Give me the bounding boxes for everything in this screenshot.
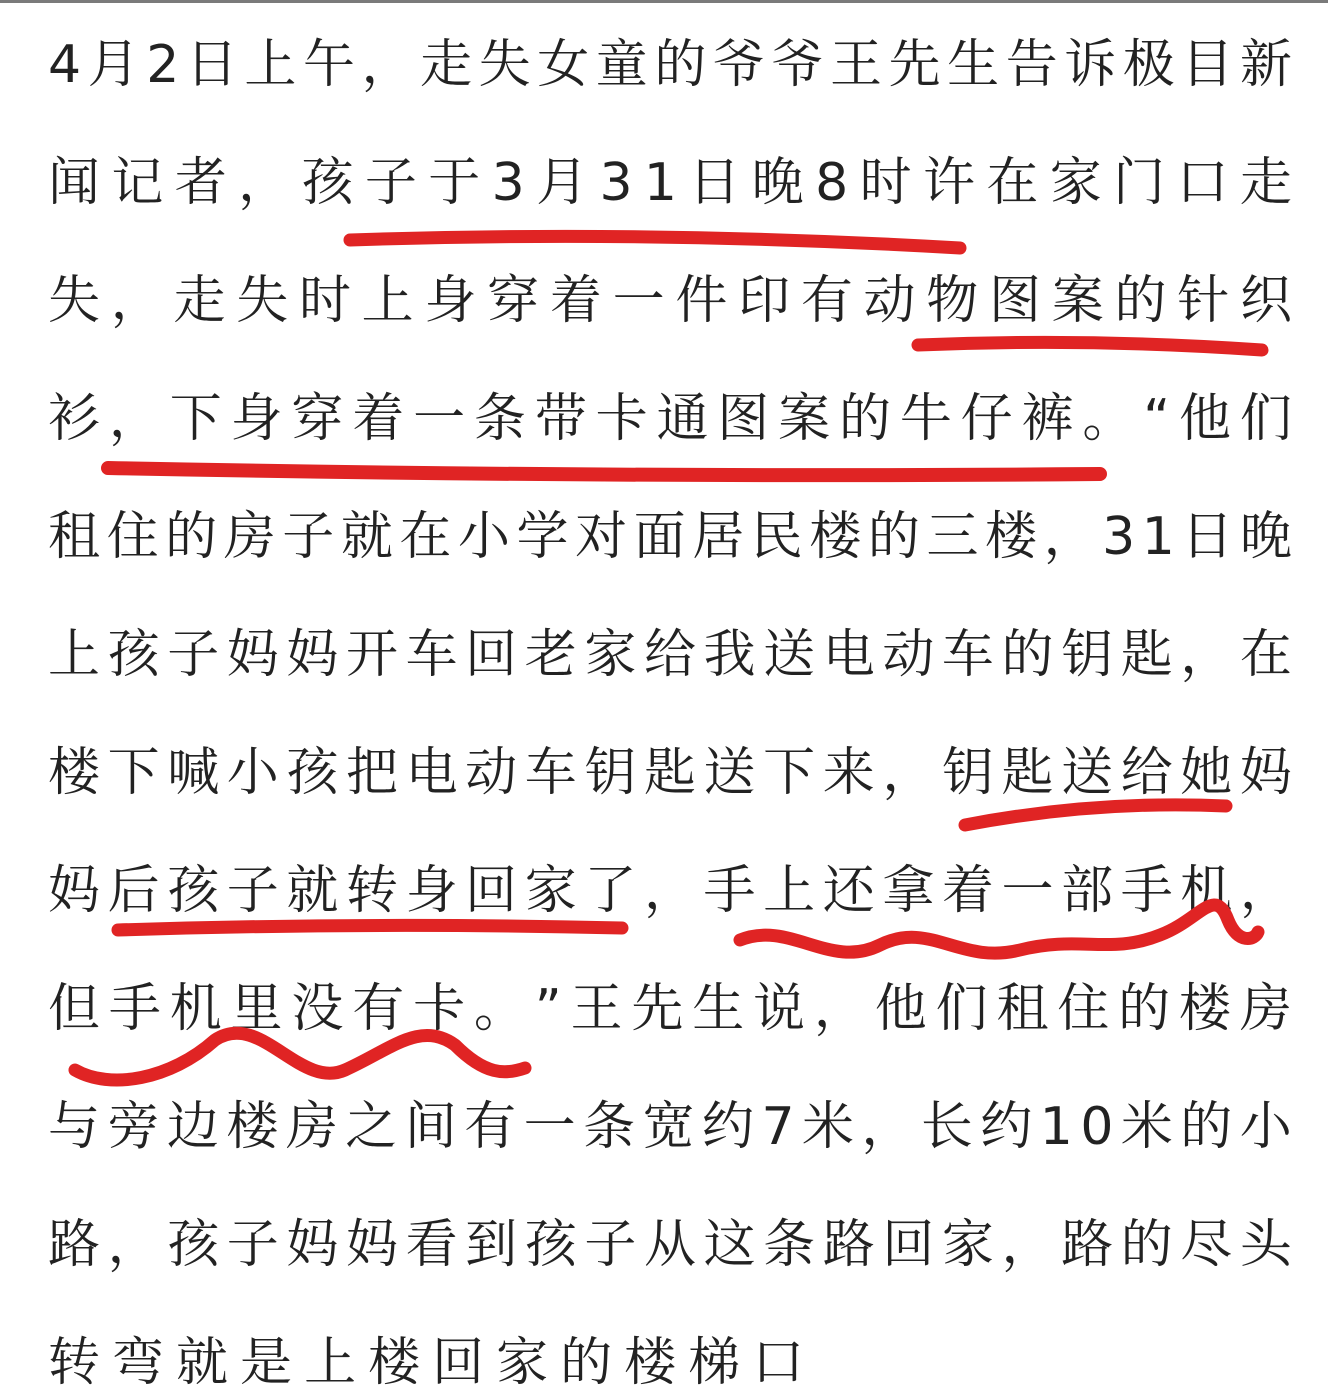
glyph: 的 [838, 389, 891, 449]
glyph: 着 [549, 271, 602, 331]
glyph: 裤 [1021, 389, 1074, 449]
glyph: 约 [701, 1097, 754, 1157]
glyph: 部 [1061, 861, 1114, 921]
glyph: 王 [570, 979, 623, 1039]
glyph: 楼 [1178, 979, 1231, 1039]
glyph: 案 [778, 389, 831, 449]
glyph: 转 [345, 861, 398, 921]
glyph: 8 [815, 153, 849, 213]
glyph: 就 [176, 1333, 229, 1393]
glyph: 路 [1061, 1215, 1114, 1275]
glyph: 日 [185, 35, 238, 95]
glyph: 电 [822, 625, 875, 685]
glyph: 许 [922, 153, 975, 213]
glyph: 爷 [712, 35, 765, 95]
glyph: 子 [167, 625, 220, 685]
glyph: 租 [996, 979, 1049, 1039]
glyph: 口 [1176, 153, 1229, 213]
glyph: 生 [947, 35, 1000, 95]
glyph: 子 [364, 153, 417, 213]
glyph: 约 [980, 1097, 1033, 1157]
text-line-cut-off [48, 1330, 1292, 1396]
glyph: 一 [413, 389, 466, 449]
glyph: 身 [424, 271, 477, 331]
glyph: ， [861, 1097, 914, 1157]
text-line [48, 150, 1292, 216]
text-line [48, 622, 1292, 688]
glyph: 仔 [960, 389, 1013, 449]
glyph: 图 [989, 271, 1042, 331]
glyph: 拿 [882, 861, 935, 921]
glyph: 的 [1114, 271, 1167, 331]
glyph: 孩 [167, 1215, 220, 1275]
text-line [48, 32, 1292, 98]
glyph: 在 [399, 507, 452, 567]
glyph: 家 [524, 861, 577, 921]
glyph: 家 [496, 1333, 549, 1393]
glyph: 我 [703, 625, 756, 685]
glyph: 印 [738, 271, 791, 331]
glyph: 一 [1001, 861, 1054, 921]
glyph: 7 [761, 1097, 795, 1157]
glyph: 妈 [48, 861, 101, 921]
glyph: 失 [48, 271, 101, 331]
glyph: 手 [1120, 861, 1173, 921]
glyph: 给 [643, 625, 696, 685]
glyph: 小 [457, 507, 510, 567]
glyph: ， [1180, 625, 1233, 685]
glyph: 目 [1181, 35, 1234, 95]
glyph: 送 [703, 743, 756, 803]
glyph: 1 [1039, 1097, 1073, 1157]
glyph: 是 [240, 1333, 293, 1393]
glyph: 送 [763, 625, 816, 685]
glyph: 上 [763, 861, 816, 921]
glyph: 米 [1120, 1097, 1173, 1157]
glyph: 匙 [1120, 625, 1173, 685]
glyph: 楼 [624, 1333, 677, 1393]
glyph: 卡 [413, 979, 466, 1039]
glyph: 了 [584, 861, 637, 921]
glyph: 之 [345, 1097, 398, 1157]
glyph: 一 [523, 1097, 576, 1157]
glyph: 条 [763, 1215, 816, 1275]
glyph: “ [1143, 389, 1171, 449]
glyph: 房 [285, 1097, 338, 1157]
glyph: 喊 [167, 743, 220, 803]
glyph: 先 [888, 35, 941, 95]
glyph: 宽 [642, 1097, 695, 1157]
glyph: 钥 [1061, 625, 1114, 685]
glyph: 车 [941, 625, 994, 685]
glyph: 居 [692, 507, 745, 567]
glyph: 生 [692, 979, 745, 1039]
glyph: 转 [48, 1333, 101, 1393]
glyph: 的 [1001, 625, 1054, 685]
glyph: 尽 [1180, 1215, 1233, 1275]
glyph: ， [1043, 507, 1096, 567]
glyph: 妈 [345, 1215, 398, 1275]
glyph: 妈 [286, 625, 339, 685]
glyph: 先 [631, 979, 684, 1039]
glyph: 动 [882, 625, 935, 685]
glyph: 日 [688, 153, 741, 213]
glyph: 楼 [48, 743, 101, 803]
glyph: 。 [1082, 389, 1135, 449]
glyph: 他 [1178, 389, 1231, 449]
glyph: 穿 [487, 271, 540, 331]
glyph: ” [534, 979, 562, 1039]
glyph: 物 [926, 271, 979, 331]
glyph: 车 [524, 743, 577, 803]
glyph: 手 [703, 861, 756, 921]
glyph: 机 [169, 979, 222, 1039]
glyph: 口 [752, 1333, 805, 1393]
glyph: ， [107, 1215, 160, 1275]
glyph: 记 [111, 153, 164, 213]
glyph: 4 [48, 35, 82, 95]
glyph: 房 [223, 507, 276, 567]
glyph: 面 [633, 507, 686, 567]
glyph: 妈 [226, 625, 279, 685]
glyph: 牛 [899, 389, 952, 449]
glyph: 诉 [1064, 35, 1117, 95]
glyph: 把 [345, 743, 398, 803]
glyph: 家 [584, 625, 637, 685]
text-line [48, 386, 1292, 452]
glyph: 穿 [291, 389, 344, 449]
glyph: 针 [1177, 271, 1230, 331]
glyph: 住 [1057, 979, 1110, 1039]
glyph: 租 [48, 507, 101, 567]
glyph: 路 [48, 1215, 101, 1275]
glyph: 边 [166, 1097, 219, 1157]
glyph: 楼 [226, 1097, 279, 1157]
glyph: 着 [941, 861, 994, 921]
glyph: 告 [1005, 35, 1058, 95]
glyph: 走 [173, 271, 226, 331]
glyph: 电 [405, 743, 458, 803]
glyph: 手 [108, 979, 161, 1039]
glyph: 的 [1180, 1097, 1233, 1157]
glyph: 看 [405, 1215, 458, 1275]
glyph: 给 [1120, 743, 1173, 803]
glyph: 3 [599, 153, 633, 213]
glyph: 梯 [688, 1333, 741, 1393]
text-line [48, 858, 1292, 924]
glyph: 下 [169, 389, 222, 449]
glyph: 小 [226, 743, 279, 803]
glyph: 2 [146, 35, 180, 95]
glyph: 条 [583, 1097, 636, 1157]
glyph: ， [361, 35, 414, 95]
glyph: 月 [536, 153, 589, 213]
glyph: 子 [584, 1215, 637, 1275]
glyph: 着 [352, 389, 405, 449]
glyph: 米 [801, 1097, 854, 1157]
glyph: 到 [465, 1215, 518, 1275]
glyph: 童 [595, 35, 648, 95]
glyph: 时 [859, 153, 912, 213]
glyph: 间 [404, 1097, 457, 1157]
glyph: 上 [48, 625, 101, 685]
glyph: 在 [1239, 625, 1292, 685]
glyph: 在 [986, 153, 1039, 213]
glyph: 的 [654, 35, 707, 95]
glyph: 有 [352, 979, 405, 1039]
glyph: 条 [473, 389, 526, 449]
glyph: 民 [750, 507, 803, 567]
glyph: 还 [822, 861, 875, 921]
glyph: 件 [675, 271, 728, 331]
glyph: 身 [405, 861, 458, 921]
glyph: ， [110, 271, 163, 331]
glyph: 动 [863, 271, 916, 331]
glyph: 衫 [48, 389, 101, 449]
glyph: 子 [282, 507, 335, 567]
glyph: 案 [1051, 271, 1104, 331]
glyph: ， [238, 153, 291, 213]
glyph: 楼 [368, 1333, 421, 1393]
glyph: 孩 [286, 743, 339, 803]
glyph: 1 [643, 153, 677, 213]
glyph: 上 [361, 271, 414, 331]
text-line [48, 504, 1292, 570]
glyph: 但 [48, 979, 101, 1039]
glyph: 机 [1180, 861, 1233, 921]
glyph: 日 [1181, 507, 1234, 567]
glyph: 。 [473, 979, 526, 1039]
glyph: 住 [106, 507, 159, 567]
glyph: 里 [230, 979, 283, 1039]
glyph: 上 [244, 35, 297, 95]
glyph: 没 [291, 979, 344, 1039]
text-line [48, 976, 1292, 1042]
glyph: 妈 [1239, 743, 1292, 803]
glyph: 身 [230, 389, 283, 449]
glyph: 头 [1239, 1215, 1292, 1275]
glyph: 就 [286, 861, 339, 921]
glyph: 于 [428, 153, 481, 213]
glyph: 的 [560, 1333, 613, 1393]
glyph: 织 [1239, 271, 1292, 331]
glyph: 长 [920, 1097, 973, 1157]
glyph: 家 [1049, 153, 1102, 213]
glyph: 从 [643, 1215, 696, 1275]
glyph: 的 [1118, 979, 1171, 1039]
text-line [48, 268, 1292, 334]
glyph: 子 [226, 1215, 279, 1275]
glyph: 下 [763, 743, 816, 803]
glyph: 带 [534, 389, 587, 449]
glyph: 图 [717, 389, 770, 449]
glyph: 王 [830, 35, 883, 95]
glyph: 楼 [985, 507, 1038, 567]
glyph: 动 [465, 743, 518, 803]
glyph: 门 [1113, 153, 1166, 213]
glyph: 有 [464, 1097, 517, 1157]
glyph: 后 [107, 861, 160, 921]
glyph: 路 [822, 1215, 875, 1275]
glyph: 匙 [1001, 743, 1054, 803]
glyph: 钥 [584, 743, 637, 803]
glyph: 走 [420, 35, 473, 95]
glyph: 孩 [107, 625, 160, 685]
glyph: 失 [236, 271, 289, 331]
glyph: 这 [703, 1215, 756, 1275]
glyph: 月 [87, 35, 140, 95]
glyph: 晚 [1239, 507, 1292, 567]
glyph: 回 [432, 1333, 485, 1393]
glyph: 有 [800, 271, 853, 331]
glyph: 送 [1061, 743, 1114, 803]
glyph: 们 [1239, 389, 1292, 449]
glyph: 的 [1120, 1215, 1173, 1275]
glyph: 孩 [301, 153, 354, 213]
glyph: 者 [174, 153, 227, 213]
glyph: 3 [1102, 507, 1136, 567]
glyph: 0 [1080, 1097, 1114, 1157]
glyph: ， [882, 743, 935, 803]
text-line [48, 1094, 1292, 1160]
glyph: 老 [524, 625, 577, 685]
glyph: ， [1239, 861, 1292, 921]
glyph: 卡 [595, 389, 648, 449]
glyph: 通 [656, 389, 709, 449]
glyph: 们 [935, 979, 988, 1039]
glyph: 房 [1239, 979, 1292, 1039]
glyph: 子 [226, 861, 279, 921]
glyph: 小 [1239, 1097, 1292, 1157]
glyph: 的 [867, 507, 920, 567]
glyph: 一 [612, 271, 665, 331]
glyph: 下 [107, 743, 160, 803]
glyph: 孩 [167, 861, 220, 921]
glyph: 三 [926, 507, 979, 567]
glyph: 回 [465, 625, 518, 685]
glyph: 回 [465, 861, 518, 921]
glyph: 孩 [524, 1215, 577, 1275]
glyph: ， [1001, 1215, 1054, 1275]
text-line [48, 1212, 1292, 1278]
text-line [48, 740, 1292, 806]
glyph: 学 [516, 507, 569, 567]
glyph: 回 [882, 1215, 935, 1275]
glyph: 说 [753, 979, 806, 1039]
glyph: 他 [874, 979, 927, 1039]
glyph: 弯 [112, 1333, 165, 1393]
glyph: 爷 [771, 35, 824, 95]
glyph: ， [108, 389, 161, 449]
glyph: 极 [1122, 35, 1175, 95]
glyph: 家 [941, 1215, 994, 1275]
glyph: 新 [1239, 35, 1292, 95]
glyph: ， [813, 979, 866, 1039]
glyph: 午 [302, 35, 355, 95]
glyph: 开 [345, 625, 398, 685]
glyph: 3 [491, 153, 525, 213]
glyph: 上 [304, 1333, 357, 1393]
glyph: 对 [575, 507, 628, 567]
glyph: 晚 [751, 153, 804, 213]
glyph: 她 [1180, 743, 1233, 803]
glyph: 旁 [107, 1097, 160, 1157]
glyph: 的 [165, 507, 218, 567]
glyph: 1 [1141, 507, 1175, 567]
glyph: 车 [405, 625, 458, 685]
glyph: 楼 [809, 507, 862, 567]
glyph: 钥 [941, 743, 994, 803]
glyph: 匙 [643, 743, 696, 803]
glyph: 来 [822, 743, 875, 803]
glyph: 就 [340, 507, 393, 567]
glyph: 妈 [286, 1215, 339, 1275]
glyph: 时 [298, 271, 351, 331]
glyph: 走 [1239, 153, 1292, 213]
glyph: 女 [537, 35, 590, 95]
glyph: 闻 [48, 153, 101, 213]
glyph: ， [643, 861, 696, 921]
glyph: 失 [478, 35, 531, 95]
glyph: 与 [48, 1097, 101, 1157]
